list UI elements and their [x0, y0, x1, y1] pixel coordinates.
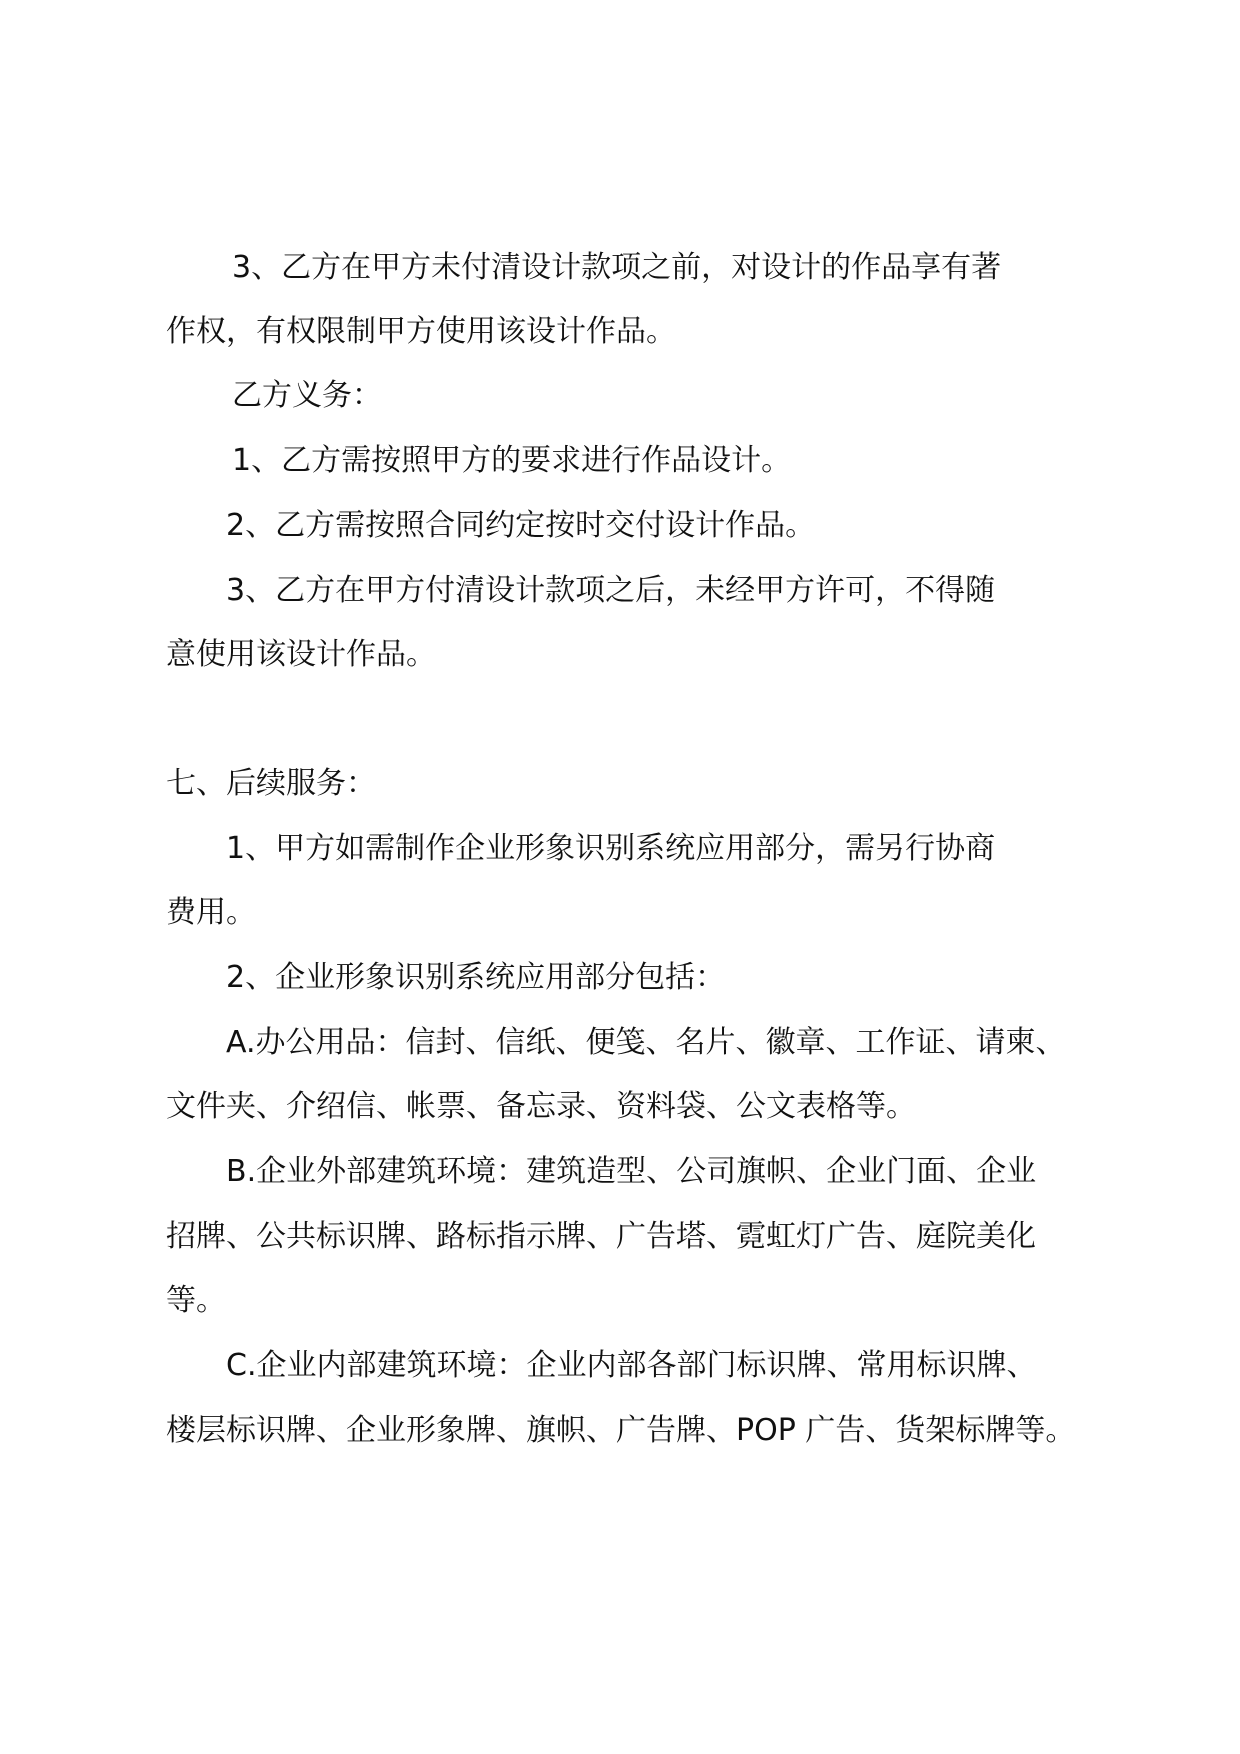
text-line: 作权，有权限制甲方使用该设计作品。 [166, 314, 676, 349]
text-line: 1、甲方如需制作企业形象识别系统应用部分，需另行协商 [226, 831, 996, 866]
text-line: 楼层标识牌、企业形象牌、旗帜、广告牌、POP 广告、货架标牌等。 [166, 1413, 1076, 1448]
section-subheading: 乙方义务： [232, 378, 382, 413]
text-line: 3、乙方在甲方未付清设计款项之前，对设计的作品享有著 [232, 250, 1002, 285]
text-line: 2、企业形象识别系统应用部分包括： [226, 960, 726, 995]
text-line: 3、乙方在甲方付清设计款项之后，未经甲方许可，不得随 [226, 573, 996, 608]
section-heading: 七、后续服务： [166, 766, 376, 801]
text-line: 1、乙方需按照甲方的要求进行作品设计。 [232, 443, 792, 478]
text-line: C.企业内部建筑环境：企业内部各部门标识牌、常用标识牌、 [226, 1348, 1037, 1383]
text-line: 费用。 [166, 895, 256, 930]
text-line: 招牌、公共标识牌、路标指示牌、广告塔、霓虹灯广告、庭院美化 [166, 1219, 1036, 1254]
text-line: 文件夹、介绍信、帐票、备忘录、资料袋、公文表格等。 [166, 1089, 916, 1124]
text-line: 2、乙方需按照合同约定按时交付设计作品。 [226, 508, 816, 543]
text-line: A.办公用品：信封、信纸、便笺、名片、徽章、工作证、请柬、 [226, 1025, 1066, 1060]
text-line: 意使用该设计作品。 [166, 637, 436, 672]
text-line: 等。 [166, 1283, 226, 1318]
text-line: B.企业外部建筑环境：建筑造型、公司旗帜、企业门面、企业 [226, 1154, 1037, 1189]
